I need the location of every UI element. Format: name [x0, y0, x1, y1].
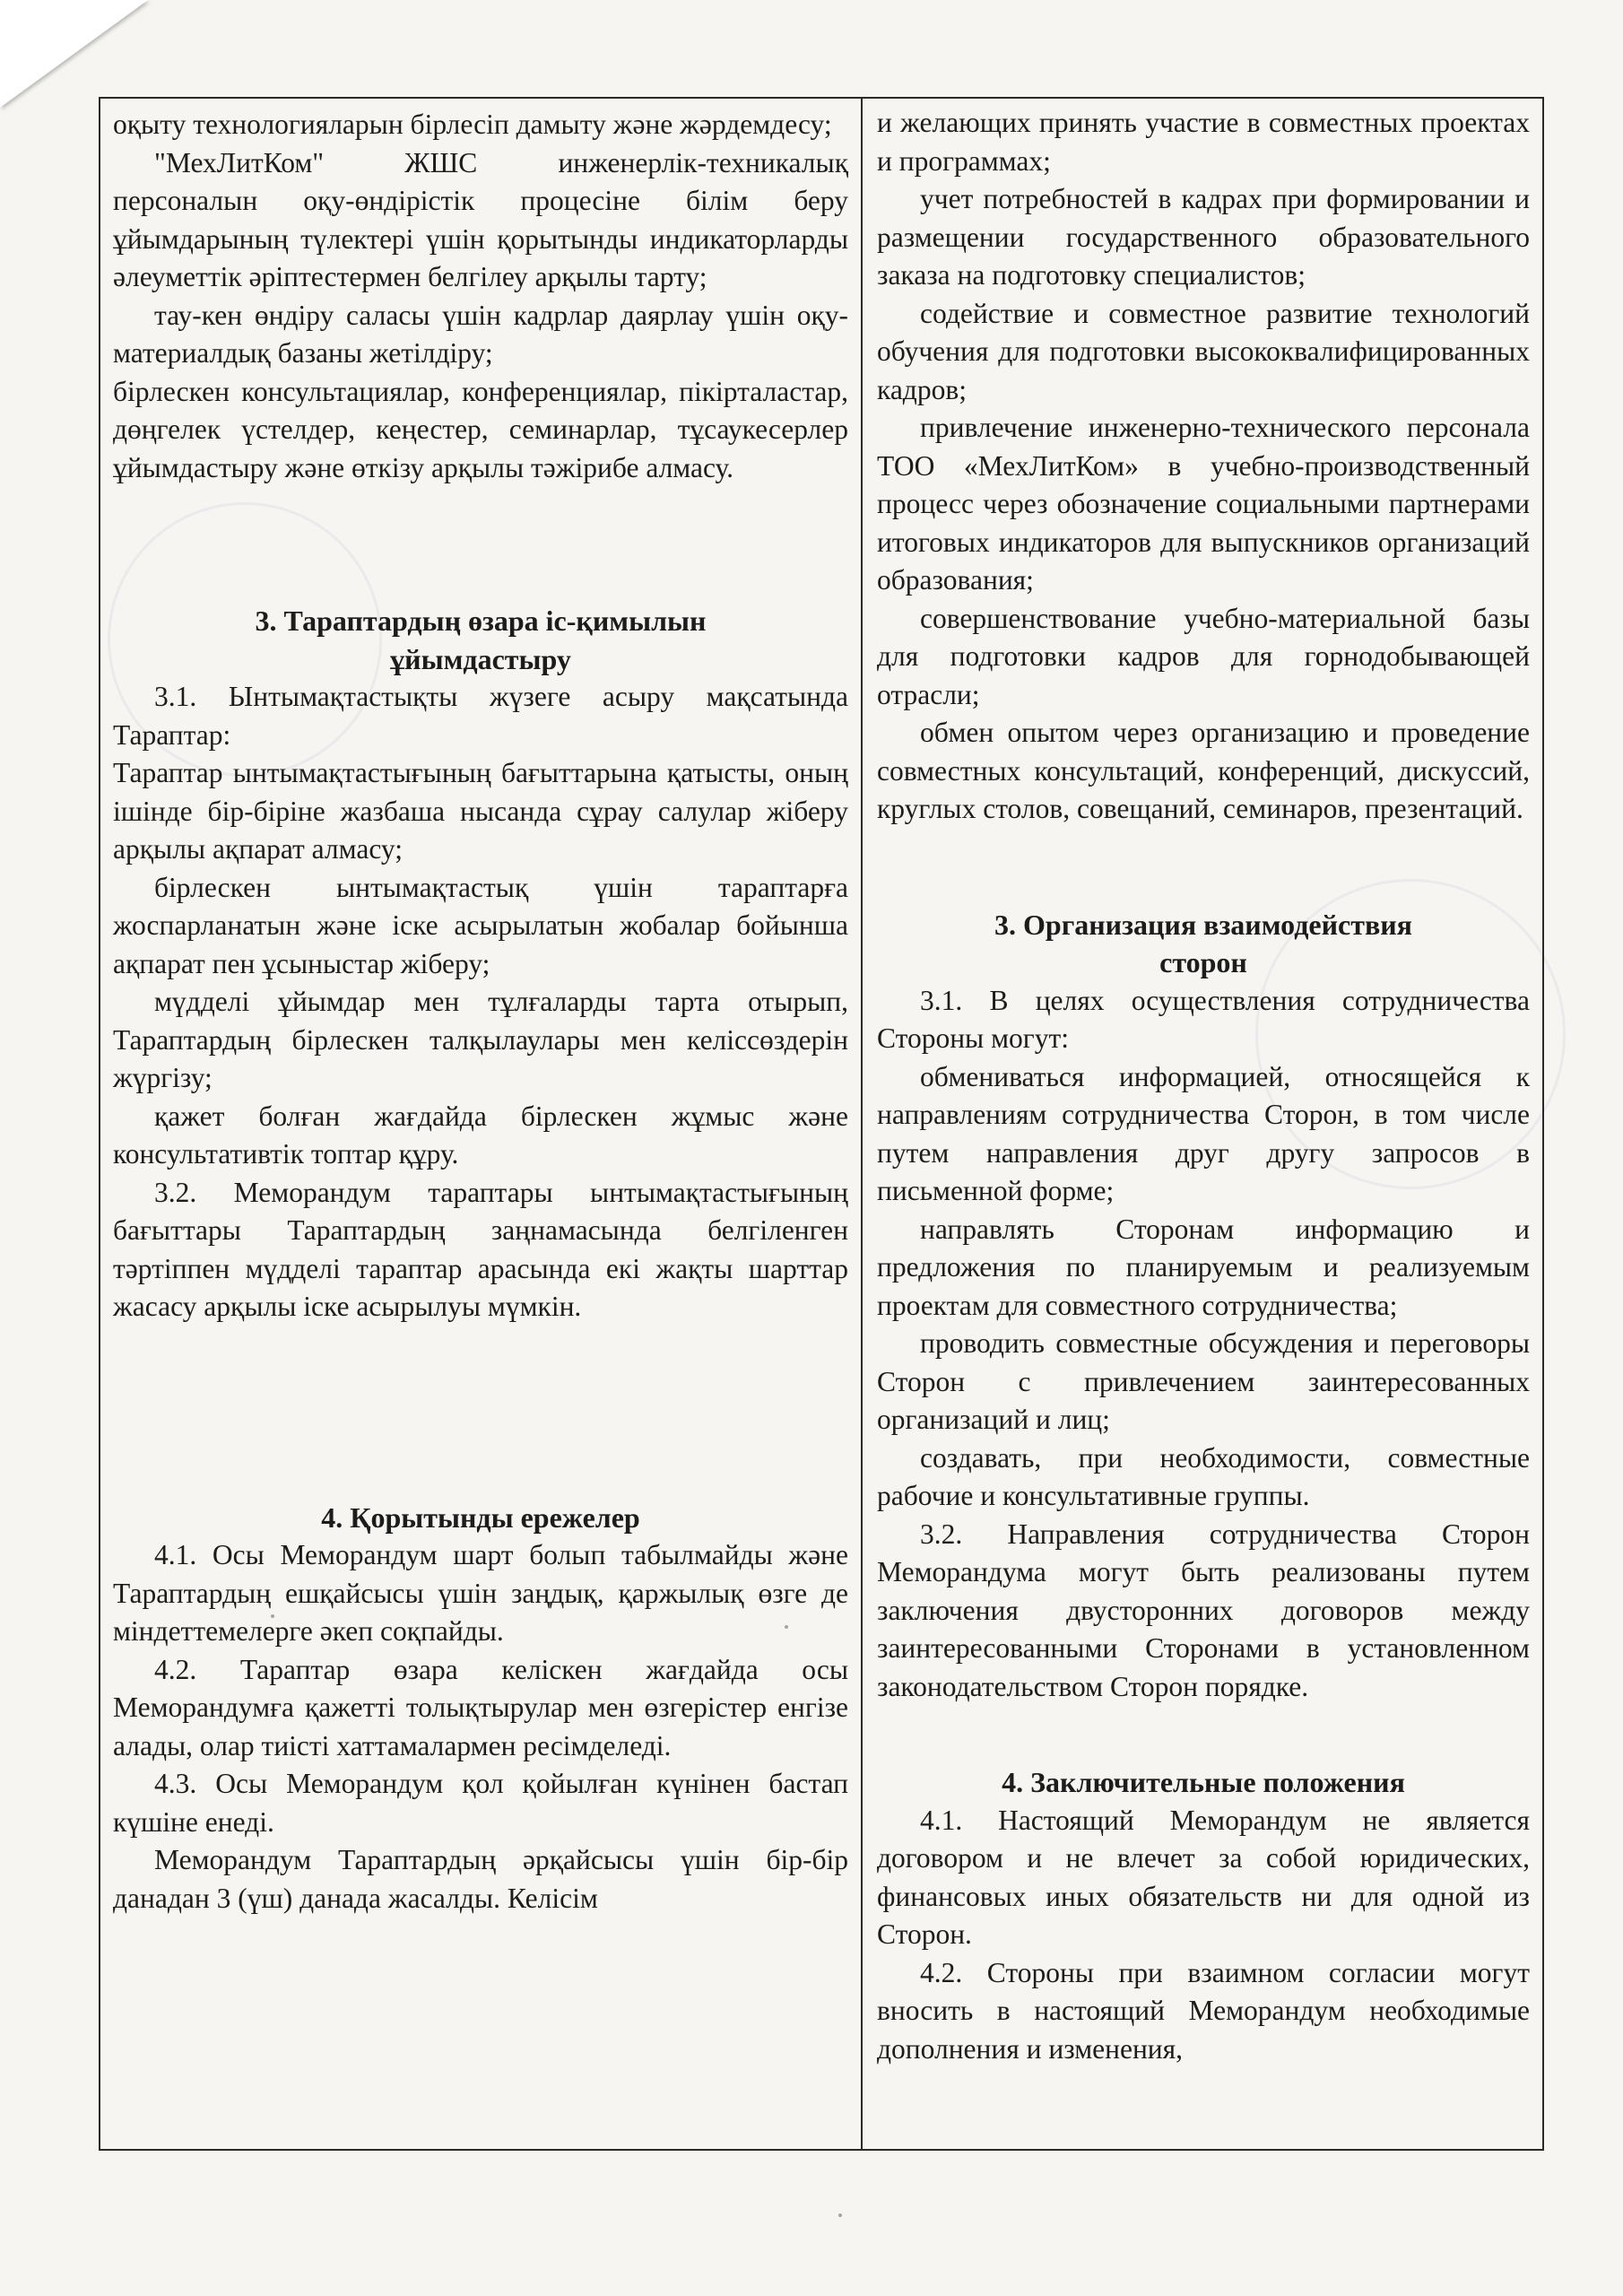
ru-paragraph: 3.1. В целях осуществления сотрудничества Стороны могут:: [877, 984, 1530, 1054]
ru-paragraph: обмениваться информацией, относящейся к направлениям сотрудничества Сторон, в том числе путем направления друг другу запросов в письменной форме;: [877, 1060, 1530, 1206]
ru-paragraph: привлечение инженерно-технического персонала ТОО «МехЛитКом» в учебно-производственный процесс через обозначение социальными партнерами итоговых индикаторов для выпускников организаций образования;: [877, 412, 1530, 596]
kz-paragraph: 3.1. Ынтымақтастықты жүзеге асыру мақсатында Тараптар:: [113, 681, 848, 751]
ru-paragraph: проводить совместные обсуждения и переговоры Сторон с привлечением заинтересованных организаций и лиц;: [877, 1327, 1530, 1435]
kz-section3-heading: 3. Тараптардың өзара іс-қимылын: [255, 604, 707, 637]
ru-paragraph: создавать, при необходимости, совместные рабочие и консультативные группы.: [877, 1441, 1530, 1511]
russian-column: [863, 99, 1542, 2149]
kz-paragraph: 4.3. Осы Меморандум қол қойылған күнінен бастап күшіне енеді.: [113, 1768, 848, 1838]
spacer: [113, 1326, 848, 1499]
bilingual-document-table: [99, 97, 1544, 2151]
kz-paragraph: қажет болған жағдайда бірлескен жұмыс және консультативтік топтар құру.: [113, 1100, 848, 1170]
ru-section4-heading: 4. Заключительные положения: [1002, 1766, 1405, 1798]
spacer: [877, 1706, 1530, 1763]
kz-section3-heading-cont: ұйымдастыру: [390, 642, 571, 675]
ru-section3-heading: 3. Организация взаимодействия: [994, 908, 1412, 941]
ru-section3-heading-cont: сторон: [1159, 946, 1247, 978]
kz-paragraph: тау-кен өндіру саласы үшін кадрлар даярлау үшін оқу-материалдық базаны жетілдіру;: [113, 299, 848, 369]
kz-paragraph: оқыту технологияларын бірлесіп дамыту және жәрдемдесу;: [113, 109, 832, 140]
ru-paragraph: и желающих принять участие в совместных проектах и программах;: [877, 107, 1530, 177]
kz-paragraph: 3.2. Меморандум тараптары ынтымақтастығының бағыттары Тараптардың заңнамасында белгіленген тәртіппен мүдделі тараптар арасында екі жақты шарттар жасасу арқылы іске асырылуы мүмкін.: [113, 1176, 848, 1322]
kz-paragraph: бірлескен консультациялар, конференциялар, пікірталастар, дөңгелек үстелдер, кеңестер, семинарлар, тұсаукесерлер ұйымдастыру және өткізу арқылы тәжірибе алмасу.: [113, 375, 848, 483]
kz-paragraph: 4.2. Тараптар өзара келіскен жағдайда осы Меморандумға қажетті толықтырулар мен өзгерістер енгізе алады, олар тиісті хаттамалармен ресімделеді.: [113, 1653, 848, 1761]
kz-section4-heading: 4. Қорытынды ережелер: [321, 1500, 640, 1534]
kz-paragraph: 4.1. Осы Меморандум шарт болып табылмайды және Тараптардың ешқайсысы үшін заңдық, қаржылық өзге де міндеттемелерге әкеп соқпайды.: [113, 1539, 848, 1647]
ru-paragraph: направлять Сторонам информацию и предложения по планируемым и реализуемым проектам для совместного сотрудничества;: [877, 1213, 1530, 1321]
ru-paragraph: 4.1. Настоящий Меморандум не является договором и не влечет за собой юридических, финансовых иных обязательств ни для одной из Сторон.: [877, 1804, 1530, 1950]
ru-paragraph: совершенствование учебно-материальной базы для подготовки кадров для горнодобывающей отрасли;: [877, 602, 1530, 710]
ru-paragraph: содействие и совместное развитие технологий обучения для подготовки высококвалифицированных кадров;: [877, 297, 1530, 405]
ru-paragraph: учет потребностей в кадрах при формировании и размещении государственного образовательного заказа на подготовку специалистов;: [877, 183, 1530, 291]
kz-paragraph: мүдделі ұйымдар мен тұлғаларды тарта отырып, Тараптардың бірлескен талқылаулары мен келіссөздерін жүргізу;: [113, 986, 848, 1093]
kz-paragraph: Меморандум Тараптардың әрқайсысы үшін бір-бір данадан 3 (үш) данада жасалды. Келісім: [113, 1844, 848, 1914]
folded-corner: [0, 0, 148, 108]
spacer: [877, 829, 1530, 906]
kz-paragraph: "МехЛитКом" ЖШС инженерлік-техникалық персоналын оқу-өндірістік процесіне білім беру ұйымдарының түлектері үшін қорытынды индикаторларды әлеуметтік әріптестермен белгілеу арқылы тарту;: [113, 146, 848, 292]
kazakh-column: [100, 99, 863, 2149]
kz-paragraph: бірлескен ынтымақтастық үшін тараптарға жоспарланатын және іске асырылатын жобалар бойынша ақпарат пен ұсыныстар жіберу;: [113, 871, 848, 979]
scan-speck: [838, 2213, 842, 2217]
ru-paragraph: обмен опытом через организацию и проведение совместных консультаций, конференций, дискуссий, круглых столов, совещаний, семинаров, презентаций.: [877, 717, 1530, 824]
kz-paragraph: Тараптар ынтымақтастығының бағыттарына қатысты, оның ішінде бір-біріне жазбаша нысанда сұрау салулар жіберу арқылы ақпарат алмасу;: [113, 757, 848, 865]
ru-paragraph: 4.2. Стороны при взаимном согласии могут вносить в настоящий Меморандум необходимые дополнения и изменения,: [877, 1956, 1530, 2065]
ru-paragraph: 3.2. Направления сотрудничества Сторон Меморандума могут быть реализованы путем заключения двусторонних договоров между заинтересованными Сторонами в установленном законодательством Сторон порядке.: [877, 1518, 1530, 1702]
spacer: [113, 487, 848, 602]
